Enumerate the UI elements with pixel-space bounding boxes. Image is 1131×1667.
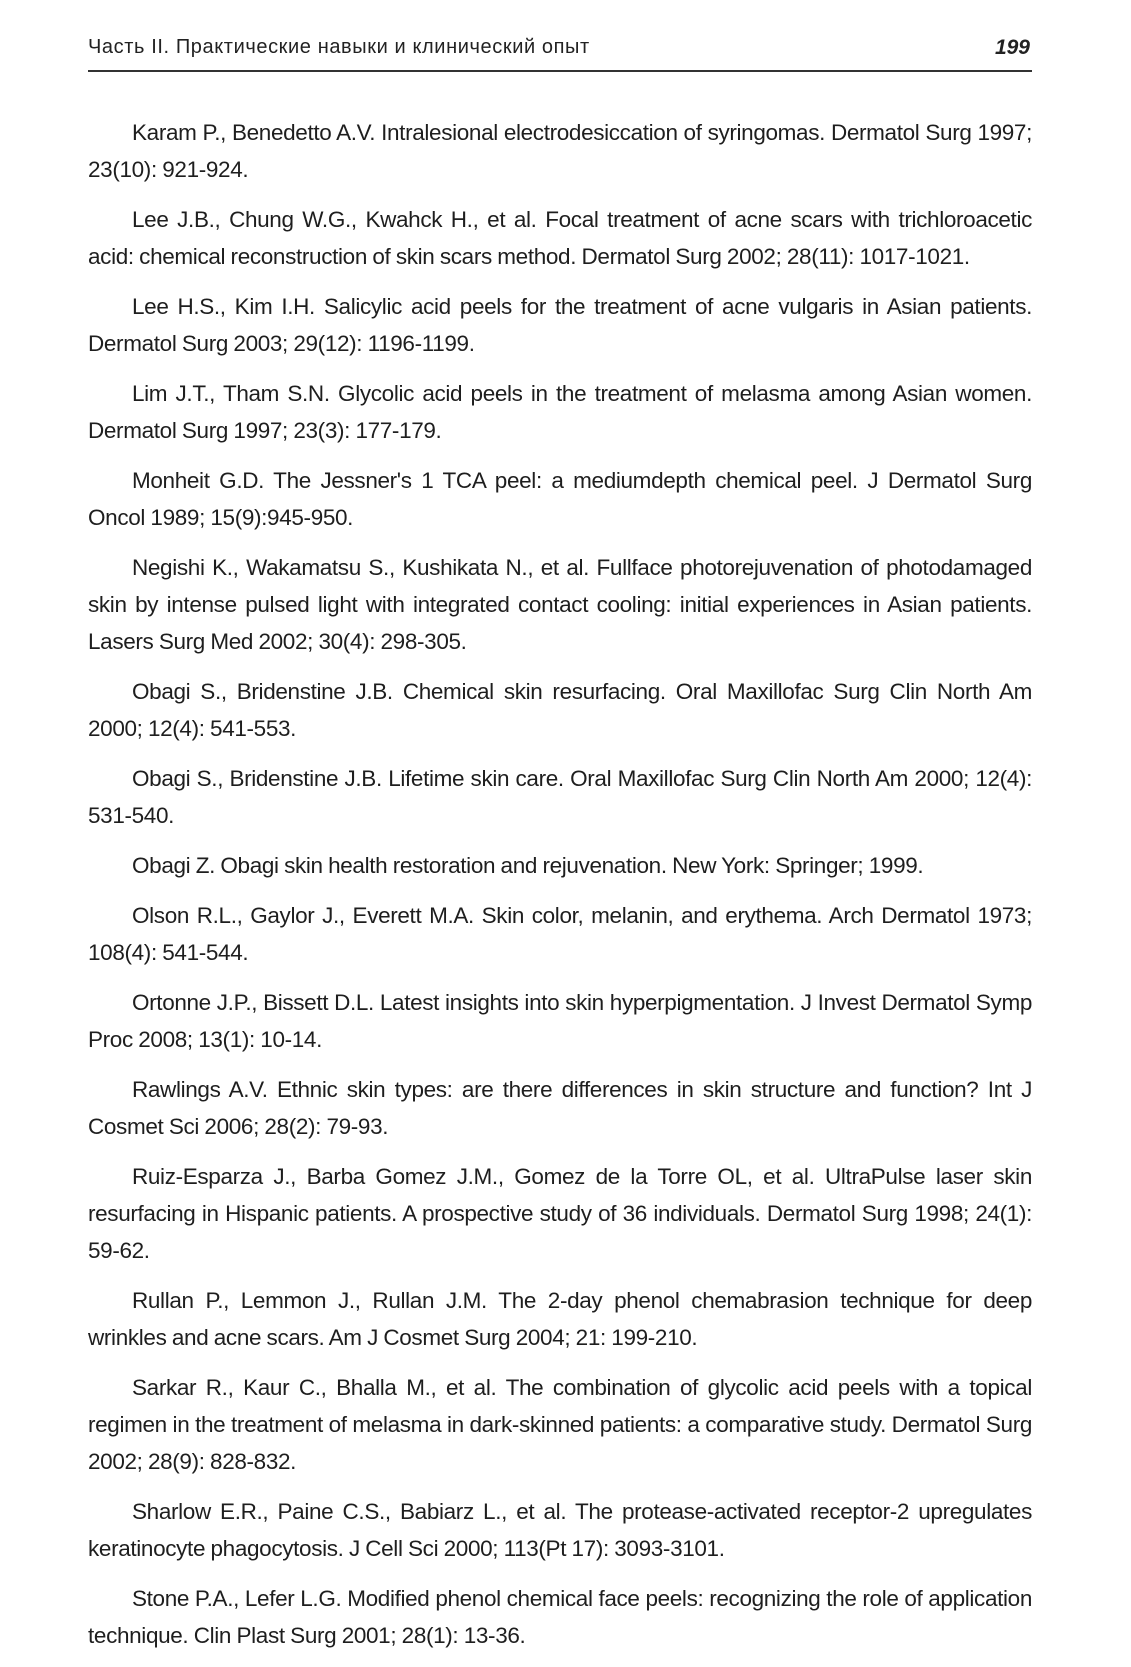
reference-item: Ruiz-Esparza J., Barba Gomez J.M., Gomez de la Torre OL, et al. UltraPulse laser skin resurfacing in Hispanic patients. A prospective study of 36 individuals. Dermatol Surg 1998; 24(1): 59-62. [88,1164,1032,1263]
reference-item: Karam P., Benedetto A.V. Intralesional electrodesiccation of syringomas. Dermatol Surg 1997; 23(10): 921-924. [88,120,1032,182]
reference-item: Ortonne J.P., Bissett D.L. Latest insights into skin hyperpigmentation. J Invest Dermatol Symp Proc 2008; 13(1): 10-14. [88,990,1032,1052]
reference-item: Lim J.T., Tham S.N. Glycolic acid peels in the treatment of melasma among Asian women. Dermatol Surg 1997; 23(3): 177-179. [88,381,1032,443]
reference-item: Sarkar R., Kaur C., Bhalla M., et al. The combination of glycolic acid peels with a topical regimen in the treatment of melasma in dark-skinned patients: a comparative study. Dermatol Surg 2002; 28(9): 828-832. [88,1375,1032,1474]
reference-item: Sharlow E.R., Paine C.S., Babiarz L., et al. The protease-activated receptor-2 upregulates keratinocyte phagocytosis. J Cell Sci 2000; 113(Pt 17): 3093-3101. [88,1499,1032,1561]
reference-item: Stone P.A., Lefer L.G. Modified phenol chemical face peels: recognizing the role of application technique. Clin Plast Surg 2001; 28(1): 13-36. [88,1586,1032,1648]
reference-item: Rullan P., Lemmon J., Rullan J.M. The 2-day phenol chemabrasion technique for deep wrinkles and acne scars. Am J Cosmet Surg 2004; 21: 199-210. [88,1288,1032,1350]
reference-item: Monheit G.D. The Jessner's 1 TCA peel: a mediumdepth chemical peel. J Dermatol Surg Oncol 1989; 15(9):945-950. [88,468,1032,530]
reference-item: Lee H.S., Kim I.H. Salicylic acid peels for the treatment of acne vulgaris in Asian patients. Dermatol Surg 2003; 29(12): 1196-1199. [88,294,1032,356]
header-rule [88,70,1032,72]
reference-list [88,114,1032,1667]
reference-item: Rawlings A.V. Ethnic skin types: are there differences in skin structure and function? Int J Cosmet Sci 2006; 28(2): 79-93. [88,1077,1032,1139]
reference-item: Lee J.B., Chung W.G., Kwahck H., et al. Focal treatment of acne scars with trichloroacetic acid: chemical reconstruction of skin scars method. Dermatol Surg 2002; 28(11): 1017-1021. [88,207,1032,269]
running-head: Часть II. Практические навыки и клинический опыт [88,36,590,58]
page-header [88,36,1032,72]
reference-item: Obagi Z. Obagi skin health restoration and rejuvenation. New York: Springer; 1999. [132,853,924,878]
reference-item: Negishi K., Wakamatsu S., Kushikata N., et al. Fullface photorejuvenation of photodamaged skin by intense pulsed light with integrated contact cooling: initial experiences in Asian patients. Lasers Surg Med 2002; 30(4): 298-305. [88,555,1032,654]
page-number: 199 [994,36,1030,59]
reference-item: Obagi S., Bridenstine J.B. Chemical skin resurfacing. Oral Maxillofac Surg Clin North Am 2000; 12(4): 541-553. [88,679,1032,741]
reference-item: Obagi S., Bridenstine J.B. Lifetime skin care. Oral Maxillofac Surg Clin North Am 2000; 12(4): 531-540. [88,766,1032,828]
reference-item: Olson R.L., Gaylor J., Everett M.A. Skin color, melanin, and erythema. Arch Dermatol 1973; 108(4): 541-544. [88,903,1032,965]
